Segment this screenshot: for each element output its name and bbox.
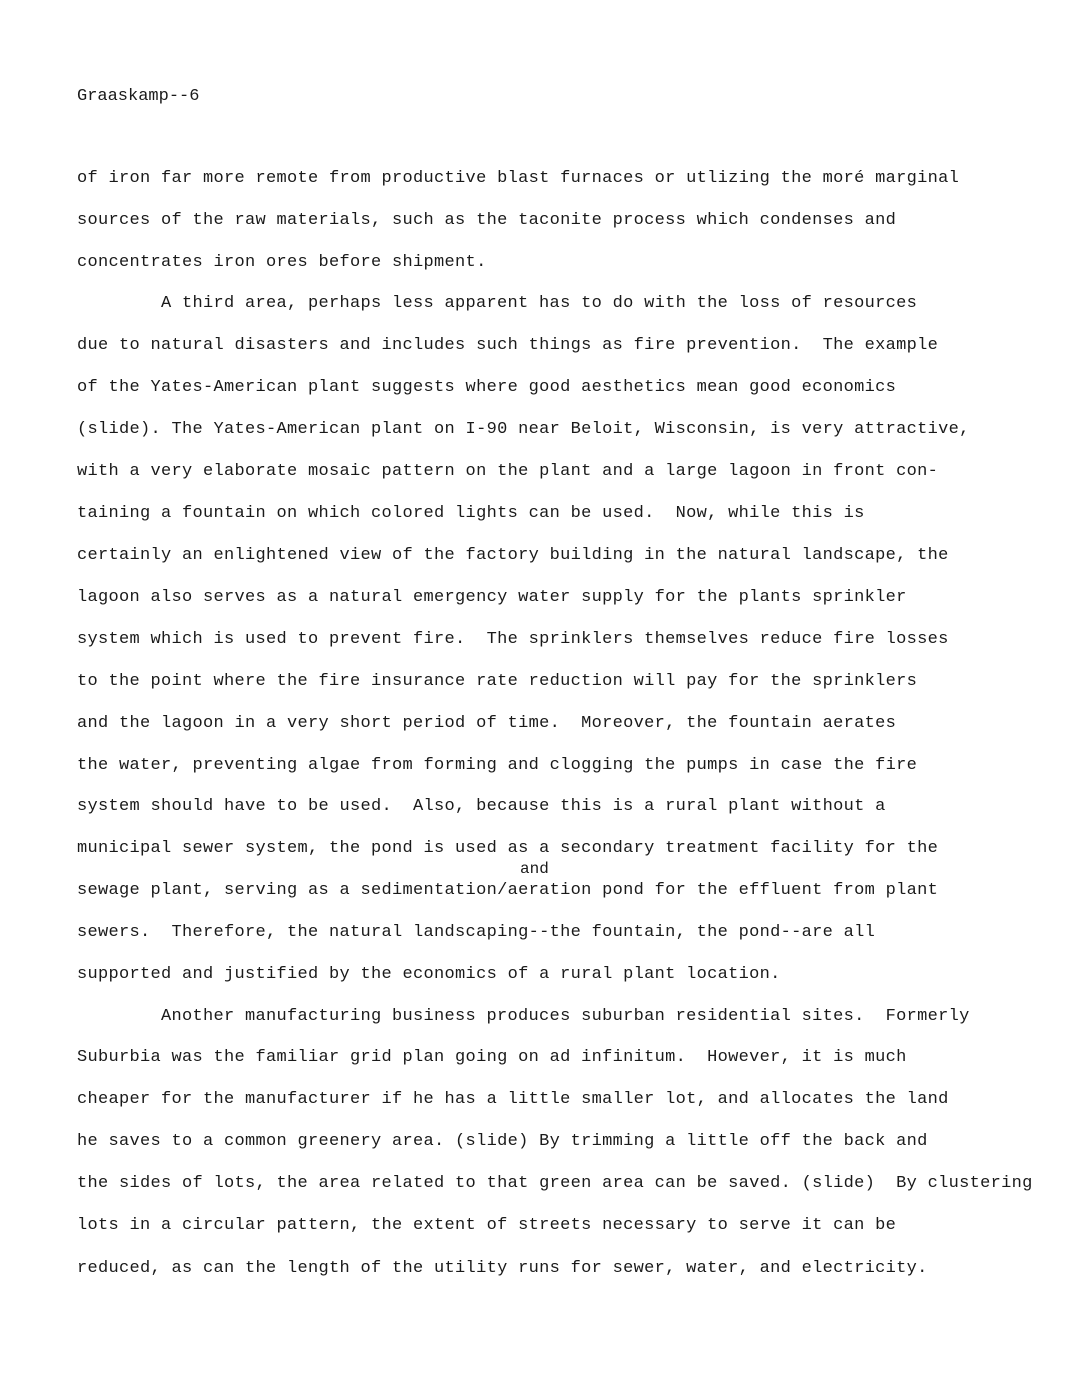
body-line: concentrates iron ores before shipment. [77, 253, 487, 272]
body-line: lagoon also serves as a natural emergency water supply for the plants sprinkler [77, 588, 907, 607]
body-line: taining a fountain on which colored lights can be used. Now, while this is [77, 504, 865, 523]
body-line: with a very elaborate mosaic pattern on the plant and a large lagoon in front con- [77, 462, 939, 481]
body-line: to the point where the fire insurance rate reduction will pay for the sprinklers [77, 672, 918, 691]
body-line: system should have to be used. Also, because this is a rural plant without a [77, 797, 886, 816]
body-line: of iron far more remote from productive blast furnaces or utlizing the moré marginal [77, 169, 960, 188]
body-line: sources of the raw materials, such as the taconite process which condenses and [77, 211, 897, 230]
body-line: cheaper for the manufacturer if he has a little smaller lot, and allocates the land [77, 1090, 949, 1109]
body-line: supported and justified by the economics of a rural plant location. [77, 965, 781, 984]
body-line: and the lagoon in a very short period of time. Moreover, the fountain aerates [77, 714, 897, 733]
body-line: system which is used to prevent fire. The sprinklers themselves reduce fire losses [77, 630, 949, 649]
body-line: the sides of lots, the area related to that green area can be saved. (slide) By clustering [77, 1174, 1033, 1193]
body-line: certainly an enlightened view of the factory building in the natural landscape, the [77, 546, 949, 565]
body-line: of the Yates-American plant suggests where good aesthetics mean good economics [77, 378, 897, 397]
body-line: lots in a circular pattern, the extent of streets necessary to serve it can be [77, 1216, 897, 1235]
paragraph-start-line: Another manufacturing business produces suburban residential sites. Formerly [161, 1007, 970, 1026]
body-line: the water, preventing algae from forming and clogging the pumps in case the fire [77, 756, 918, 775]
body-line: reduced, as can the length of the utility runs for sewer, water, and electricity. [77, 1259, 928, 1278]
body-line: he saves to a common greenery area. (slide) By trimming a little off the back and [77, 1132, 928, 1151]
body-line: Suburbia was the familiar grid plan going on ad infinitum. However, it is much [77, 1048, 907, 1067]
paragraph-start-line: A third area, perhaps less apparent has to do with the loss of resources [161, 294, 918, 313]
page-header: Graaskamp--6 [77, 87, 200, 106]
body-line: municipal sewer system, the pond is used as a secondary treatment facility for the [77, 839, 939, 858]
body-line: sewage plant, serving as a sedimentation/aeration pond for the effluent from plant [77, 881, 939, 900]
body-line: (slide). The Yates-American plant on I-90 near Beloit, Wisconsin, is very attractive, [77, 420, 970, 439]
body-line: due to natural disasters and includes such things as fire prevention. The example [77, 336, 939, 355]
body-line: sewers. Therefore, the natural landscaping--the fountain, the pond--are all [77, 923, 876, 942]
interlinear-insertion: and [520, 860, 549, 878]
